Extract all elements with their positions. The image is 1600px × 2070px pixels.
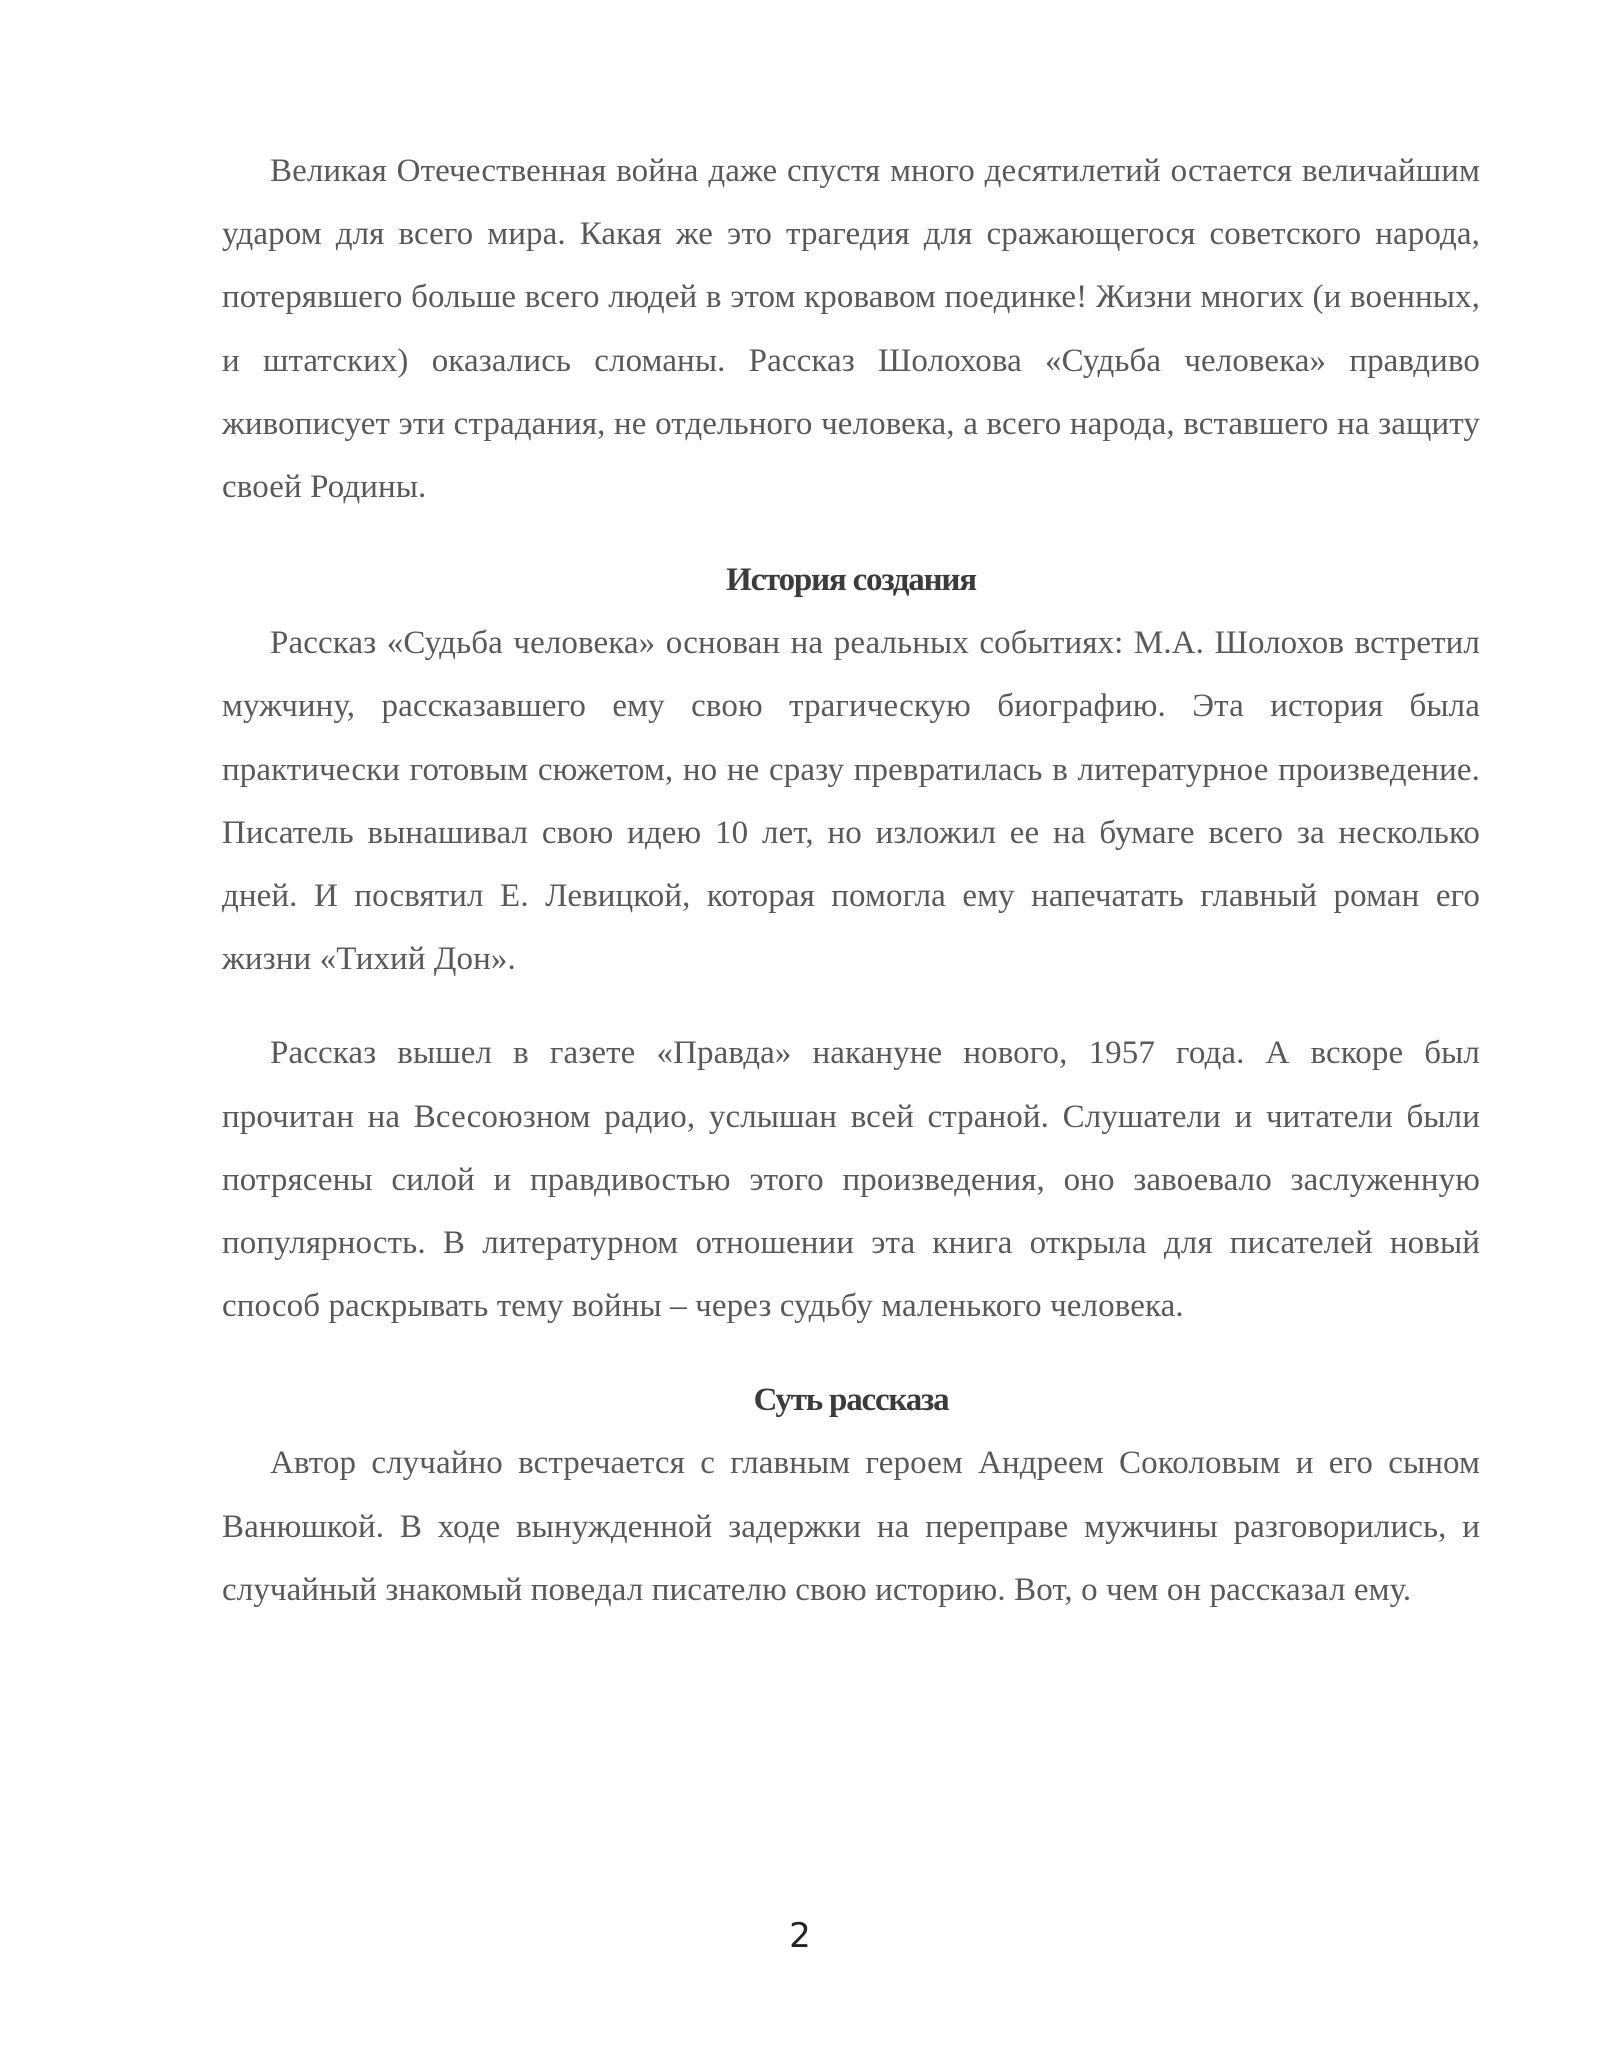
section-heading-history: История создания: [726, 562, 976, 599]
page-content: [222, 140, 1480, 1622]
summary-paragraph-1: Автор случайно встречается с главным героем Андреем Соколовым и его сыном Ванюшкой. В ходе вынужденной задержки на переправе мужчины разговорились, и случайный знакомый поведал писателю свою историю. Вот, о чем он рассказал ему.: [222, 1445, 1480, 1608]
intro-paragraph: Великая Отечественная война даже спустя много десятилетий остается величайшим ударом для всего мира. Какая же это трагедия для сражающегося советского народа, потерявшего больше всего людей в этом кровавом поединке! Жизни многих (и военных, и штатских) оказались сломаны. Рассказ Шолохова «Судьба человека» правдиво живописует эти страдания, не отдельного человека, а всего народа, вставшего на защиту своей Родины.: [222, 153, 1480, 506]
section-heading-summary: Суть рассказа: [753, 1382, 949, 1419]
history-paragraph-2: Рассказ вышел в газете «Правда» накануне нового, 1957 года. А вскоре был прочитан на Всесоюзном радио, услышан всей страной. Слушатели и читатели были потрясены силой и правдивостью этого произведения, оно завоевало заслуженную популярность. В литературном отношении эта книга открыла для писателей новый способ раскрывать тему войны – через судьбу маленького человека.: [222, 1035, 1480, 1325]
history-paragraph-1: Рассказ «Судьба человека» основан на реальных событиях: М.А. Шолохов встретил мужчину, рассказавшего ему свою трагическую биографию. Эта история была практически готовым сюжетом, но не сразу превратилась в литературное произведение. Писатель вынашивал свою идею 10 лет, но изложил ее на бумаге всего за несколько дней. И посвятил Е. Левицкой, которая помогла ему напечатать главный роман его жизни «Тихий Дон».: [222, 625, 1480, 978]
page-number: 2: [789, 1916, 811, 1956]
